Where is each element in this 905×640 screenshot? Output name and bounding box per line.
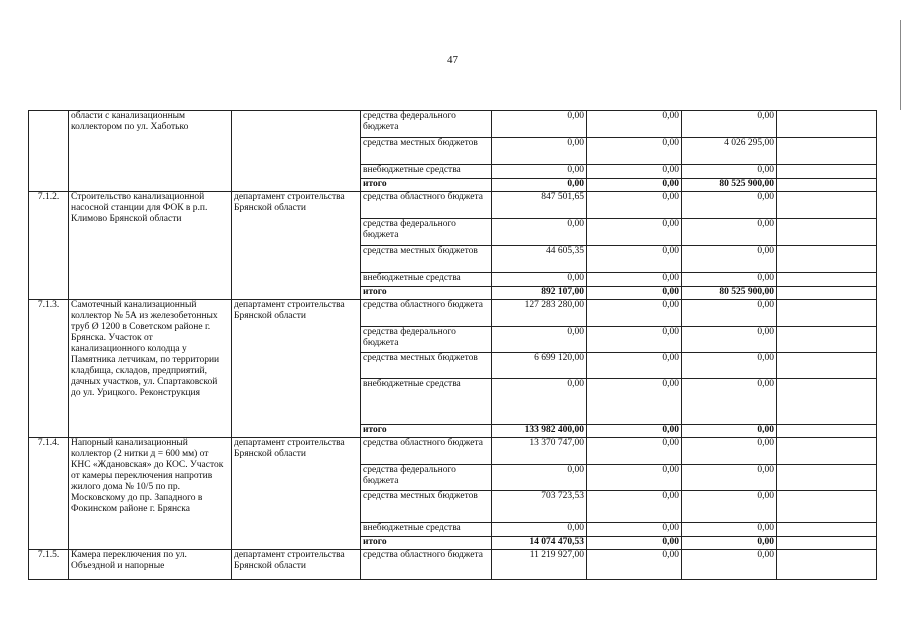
amount-year-3: 0,00 <box>682 353 777 379</box>
amount-year-3: 0,00 <box>682 537 777 550</box>
empty-cell <box>777 523 877 537</box>
item-name: Самотечный канализационный коллектор № 5А из железобетонных труб Ø 1200 в Советском районе г. Брянска. Участок от канализационного колодца у Памятника летчикам, по территории кладбища, складов, предприятий, дачных участков, ул. Спартаковской до ул. Урицкого. Реконструкция <box>69 300 232 438</box>
amount-year-3: 0,00 <box>682 111 777 138</box>
table-row <box>29 111 877 138</box>
amount-year-3: 0,00 <box>682 550 777 580</box>
scan-edge-line <box>900 20 901 110</box>
amount-year-2: 0,00 <box>587 327 682 353</box>
amount-year-3: 0,00 <box>682 300 777 327</box>
amount-year-3: 0,00 <box>682 327 777 353</box>
amount-year-2: 0,00 <box>587 550 682 580</box>
amount-year-2: 0,00 <box>587 491 682 523</box>
amount-year-2: 0,00 <box>587 138 682 165</box>
empty-cell <box>777 111 877 138</box>
amount-year-3: 0,00 <box>682 192 777 219</box>
item-number <box>29 111 69 192</box>
empty-cell <box>777 353 877 379</box>
amount-year-3: 0,00 <box>682 438 777 465</box>
amount-year-2: 0,00 <box>587 379 682 425</box>
amount-year-3: 4 026 295,00 <box>682 138 777 165</box>
item-name: Камера переключения по ул. Объездной и напорные <box>69 550 232 580</box>
amount-year-3: 0,00 <box>682 165 777 179</box>
funding-source: средства федерального бюджета <box>361 219 492 246</box>
empty-cell <box>777 300 877 327</box>
funding-source: средства областного бюджета <box>361 192 492 219</box>
funding-source: итого <box>361 425 492 438</box>
table-row <box>29 438 877 465</box>
empty-cell <box>777 287 877 300</box>
amount-year-3: 0,00 <box>682 523 777 537</box>
funding-source: внебюджетные средства <box>361 523 492 537</box>
amount-year-2: 0,00 <box>587 523 682 537</box>
amount-year-3: 0,00 <box>682 246 777 273</box>
empty-cell <box>777 537 877 550</box>
amount-year-3: 0,00 <box>682 425 777 438</box>
responsible-department: департамент строительства Брянской области <box>232 550 361 580</box>
amount-year-3: 0,00 <box>682 465 777 491</box>
amount-year-1: 133 982 400,00 <box>492 425 587 438</box>
item-number: 7.1.5. <box>29 550 69 580</box>
amount-year-1: 703 723,53 <box>492 491 587 523</box>
amount-year-2: 0,00 <box>587 353 682 379</box>
page-number: 47 <box>447 54 458 66</box>
amount-year-1: 6 699 120,00 <box>492 353 587 379</box>
amount-year-1: 13 370 747,00 <box>492 438 587 465</box>
budget-table <box>28 110 877 580</box>
funding-source: итого <box>361 179 492 192</box>
amount-year-2: 0,00 <box>587 111 682 138</box>
item-name: области с канализационным коллектором по ул. Хаботько <box>69 111 232 192</box>
funding-source: средства областного бюджета <box>361 550 492 580</box>
amount-year-1: 44 605,35 <box>492 246 587 273</box>
empty-cell <box>777 219 877 246</box>
amount-year-2: 0,00 <box>587 246 682 273</box>
amount-year-2: 0,00 <box>587 425 682 438</box>
empty-cell <box>777 491 877 523</box>
item-number: 7.1.2. <box>29 192 69 300</box>
amount-year-1: 0,00 <box>492 219 587 246</box>
amount-year-3: 0,00 <box>682 491 777 523</box>
amount-year-2: 0,00 <box>587 465 682 491</box>
responsible-department <box>232 111 361 192</box>
amount-year-2: 0,00 <box>587 438 682 465</box>
empty-cell <box>777 192 877 219</box>
amount-year-1: 0,00 <box>492 523 587 537</box>
funding-source: внебюджетные средства <box>361 165 492 179</box>
table-row <box>29 300 877 327</box>
amount-year-3: 0,00 <box>682 379 777 425</box>
item-number: 7.1.4. <box>29 438 69 550</box>
funding-source: итого <box>361 537 492 550</box>
responsible-department: департамент строительства Брянской области <box>232 192 361 300</box>
funding-source: средства местных бюджетов <box>361 491 492 523</box>
empty-cell <box>777 327 877 353</box>
amount-year-2: 0,00 <box>587 179 682 192</box>
item-name: Строительство канализационной насосной станции для ФОК в р.п. Климово Брянской области <box>69 192 232 300</box>
amount-year-1: 0,00 <box>492 379 587 425</box>
funding-source: средства федерального бюджета <box>361 111 492 138</box>
empty-cell <box>777 273 877 287</box>
funding-source: средства федерального бюджета <box>361 327 492 353</box>
funding-source: средства федерального бюджета <box>361 465 492 491</box>
amount-year-2: 0,00 <box>587 273 682 287</box>
amount-year-2: 0,00 <box>587 300 682 327</box>
amount-year-2: 0,00 <box>587 165 682 179</box>
table-row <box>29 192 877 219</box>
empty-cell <box>777 165 877 179</box>
funding-source: средства местных бюджетов <box>361 246 492 273</box>
amount-year-1: 0,00 <box>492 327 587 353</box>
responsible-department: департамент строительства Брянской области <box>232 300 361 438</box>
amount-year-1: 0,00 <box>492 111 587 138</box>
funding-source: внебюджетные средства <box>361 273 492 287</box>
funding-source: средства областного бюджета <box>361 438 492 465</box>
amount-year-1: 14 074 470,53 <box>492 537 587 550</box>
item-number: 7.1.3. <box>29 300 69 438</box>
amount-year-2: 0,00 <box>587 192 682 219</box>
table-row <box>29 550 877 580</box>
amount-year-1: 0,00 <box>492 273 587 287</box>
funding-source: средства местных бюджетов <box>361 353 492 379</box>
empty-cell <box>777 465 877 491</box>
empty-cell <box>777 438 877 465</box>
empty-cell <box>777 550 877 580</box>
amount-year-3: 80 525 900,00 <box>682 287 777 300</box>
amount-year-2: 0,00 <box>587 219 682 246</box>
amount-year-3: 0,00 <box>682 273 777 287</box>
amount-year-1: 11 219 927,00 <box>492 550 587 580</box>
amount-year-1: 0,00 <box>492 138 587 165</box>
empty-cell <box>777 425 877 438</box>
amount-year-1: 892 107,00 <box>492 287 587 300</box>
empty-cell <box>777 379 877 425</box>
funding-source: средства местных бюджетов <box>361 138 492 165</box>
empty-cell <box>777 179 877 192</box>
item-name: Напорный канализационный коллектор (2 нитки д = 600 мм) от КНС «Ждановская» до КОС. Участок от камеры переключения напротив жилого дома № 10/5 по пр. Московскому до пр. Западного в Фокинском районе г. Брянска <box>69 438 232 550</box>
amount-year-3: 80 525 900,00 <box>682 179 777 192</box>
empty-cell <box>777 246 877 273</box>
funding-source: внебюджетные средства <box>361 379 492 425</box>
amount-year-1: 0,00 <box>492 165 587 179</box>
amount-year-2: 0,00 <box>587 287 682 300</box>
amount-year-1: 0,00 <box>492 179 587 192</box>
amount-year-1: 127 283 280,00 <box>492 300 587 327</box>
funding-source: итого <box>361 287 492 300</box>
funding-source: средства областного бюджета <box>361 300 492 327</box>
amount-year-1: 0,00 <box>492 465 587 491</box>
responsible-department: департамент строительства Брянской области <box>232 438 361 550</box>
budget-table-body <box>29 111 877 580</box>
empty-cell <box>777 138 877 165</box>
amount-year-3: 0,00 <box>682 219 777 246</box>
amount-year-2: 0,00 <box>587 537 682 550</box>
amount-year-1: 847 501,65 <box>492 192 587 219</box>
